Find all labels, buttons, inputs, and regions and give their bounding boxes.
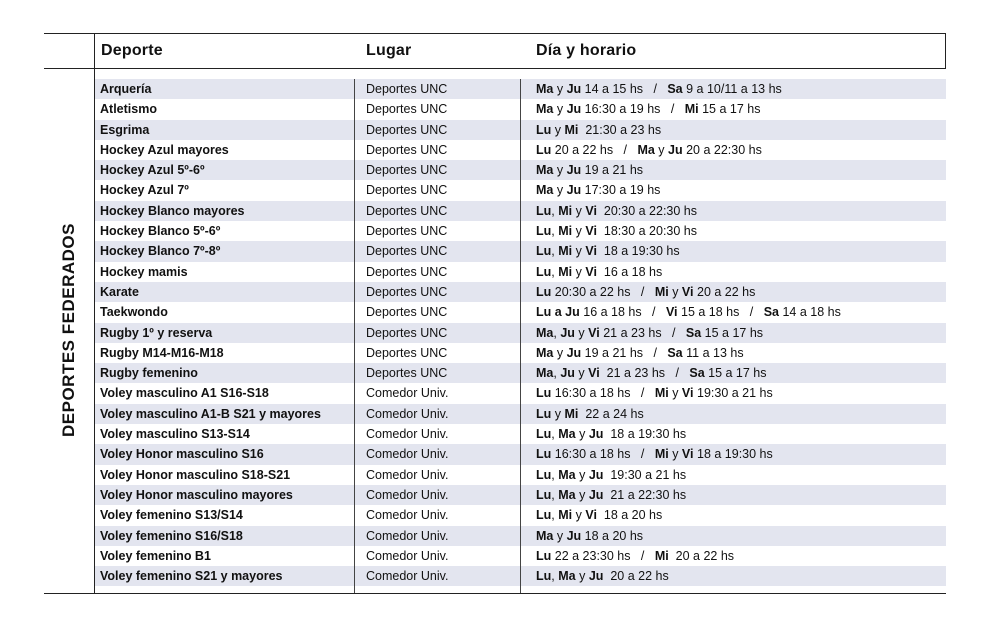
time-text: , — [551, 487, 559, 502]
column-separator — [520, 79, 521, 593]
cell-deporte: Voley masculino A1-B S21 y mayores — [100, 406, 321, 421]
cell-lugar: Comedor Univ. — [366, 548, 449, 563]
cell-horario — [536, 404, 644, 424]
day-abbrev: Lu — [536, 142, 552, 157]
cell-lugar: Comedor Univ. — [366, 386, 449, 401]
day-abbrev: Ma — [558, 487, 576, 502]
time-text: 11 a 13 hs — [682, 345, 744, 360]
day-abbrev: Ju — [560, 325, 575, 340]
time-text: y — [572, 508, 586, 523]
cell-horario — [536, 383, 773, 403]
day-abbrev: Ju — [668, 142, 683, 157]
time-text: 15 a 18 hs / — [677, 305, 764, 320]
time-text: 9 a 10/11 a 13 hs — [682, 82, 782, 96]
day-abbrev: Lu — [536, 467, 552, 482]
time-text: 21 a 23 hs / — [599, 325, 686, 340]
day-abbrev: Vi — [681, 447, 694, 462]
cell-deporte: Hockey Azul 7º — [100, 183, 189, 198]
day-abbrev: Lu — [536, 203, 552, 218]
day-abbrev: Ju — [566, 183, 582, 198]
cell-lugar: Comedor Univ. — [366, 406, 449, 421]
time-text: 18 a 20 hs — [596, 508, 663, 523]
time-text: y — [551, 122, 565, 137]
day-abbrev: Sa — [667, 82, 683, 96]
time-text: 20 a 22 hs / — [551, 142, 638, 157]
day-abbrev: Mi — [558, 224, 573, 239]
day-abbrev: Mi — [654, 386, 669, 401]
day-abbrev: Ju — [588, 569, 604, 584]
time-text: y — [575, 487, 589, 502]
cell-horario — [536, 302, 841, 322]
cell-deporte: Voley femenino S13/S14 — [100, 508, 243, 523]
day-abbrev: Ju — [566, 102, 582, 117]
day-abbrev: Ju — [560, 366, 575, 381]
day-abbrev: Lu — [536, 224, 552, 239]
cell-lugar: Comedor Univ. — [366, 487, 449, 502]
cell-deporte: Hockey Azul mayores — [100, 142, 229, 157]
day-abbrev: Ju — [588, 467, 604, 482]
day-abbrev: Ma — [536, 102, 554, 117]
day-abbrev: Ma — [558, 569, 576, 584]
day-abbrev: Vi — [585, 224, 597, 239]
day-abbrev: Lu — [536, 406, 552, 421]
time-text: y — [553, 528, 567, 543]
cell-horario — [536, 221, 697, 241]
cell-horario — [536, 526, 643, 546]
cell-deporte: Karate — [100, 284, 139, 299]
time-text: y — [575, 427, 589, 442]
cell-deporte: Hockey Azul 5º-6º — [100, 163, 205, 178]
cell-lugar: Comedor Univ. — [366, 447, 449, 462]
day-abbrev: Sa — [689, 366, 705, 381]
cell-deporte: Voley masculino S13-S14 — [100, 427, 250, 442]
cell-horario — [536, 201, 697, 221]
time-text: y — [574, 366, 589, 381]
time-text: 14 a 15 hs / — [581, 82, 668, 96]
cell-deporte: Rugby femenino — [100, 366, 198, 381]
day-abbrev: Mi — [558, 244, 573, 259]
day-abbrev: Lu — [536, 487, 552, 502]
day-abbrev: Vi — [588, 325, 600, 340]
cell-horario — [536, 323, 763, 343]
day-abbrev: Ju — [566, 345, 582, 360]
cell-lugar: Deportes UNC — [366, 142, 448, 157]
header-deporte: Deporte — [101, 42, 163, 59]
cell-lugar: Deportes UNC — [366, 122, 448, 137]
cell-horario — [536, 160, 643, 180]
cell-deporte: Hockey Blanco 7º-8º — [100, 244, 221, 259]
day-abbrev: Lu — [536, 548, 552, 563]
cell-deporte: Voley femenino S16/S18 — [100, 528, 243, 543]
time-text: 16:30 a 18 hs / — [551, 386, 655, 401]
cell-lugar: Deportes UNC — [366, 82, 448, 96]
cell-horario — [536, 79, 782, 99]
time-text: , — [551, 569, 559, 584]
time-text: 18:30 a 20:30 hs — [596, 224, 698, 239]
cell-deporte: Voley femenino S21 y mayores — [100, 569, 283, 584]
day-abbrev: Ma — [558, 467, 576, 482]
time-text: 16:30 a 19 hs / — [581, 102, 685, 117]
time-text: 20 a 22:30 hs — [682, 142, 762, 157]
cell-horario — [536, 99, 760, 119]
day-abbrev: Ma — [536, 183, 554, 198]
time-text: 21 a 22:30 hs — [603, 487, 687, 502]
day-abbrev: Ma — [536, 163, 554, 178]
time-text: y — [572, 264, 586, 279]
time-text: 20 a 22 hs — [603, 569, 669, 584]
cell-horario — [536, 282, 755, 302]
table-header — [44, 33, 946, 69]
day-abbrev: Mi — [558, 203, 573, 218]
cell-lugar: Comedor Univ. — [366, 528, 449, 543]
day-abbrev: Ju — [566, 82, 582, 96]
day-abbrev: Lu — [536, 508, 552, 523]
day-abbrev: Lu — [536, 284, 552, 299]
cell-horario — [536, 566, 669, 586]
day-abbrev: Ma — [536, 82, 554, 96]
cell-deporte: Esgrima — [100, 122, 150, 137]
time-text: y — [575, 569, 589, 584]
cell-deporte: Atletismo — [100, 102, 157, 117]
time-text: , — [551, 467, 559, 482]
day-abbrev: Ju — [588, 487, 604, 502]
cell-lugar: Deportes UNC — [366, 345, 448, 360]
day-abbrev: Ma — [536, 345, 554, 360]
time-text: y — [553, 345, 567, 360]
cell-horario — [536, 262, 662, 282]
day-abbrev: Mi — [558, 508, 573, 523]
cell-lugar: Deportes UNC — [366, 224, 448, 239]
time-text: , — [551, 224, 559, 239]
cell-lugar: Deportes UNC — [366, 163, 448, 178]
day-abbrev: Vi — [585, 244, 597, 259]
cell-deporte: Hockey mamis — [100, 264, 188, 279]
cell-horario — [536, 180, 660, 200]
day-abbrev: Lu — [536, 386, 552, 401]
cell-lugar: Comedor Univ. — [366, 427, 449, 442]
day-abbrev: Lu a Ju — [536, 305, 580, 320]
table-bottom-rule — [44, 593, 946, 594]
time-text: , — [551, 203, 559, 218]
cell-deporte: Voley Honor masculino S16 — [100, 447, 264, 462]
day-abbrev: Ma — [558, 427, 576, 442]
time-text: 16 a 18 hs / — [579, 305, 666, 320]
day-abbrev: Vi — [665, 305, 678, 320]
day-abbrev: Ju — [566, 163, 582, 178]
time-text: y — [553, 82, 567, 96]
cell-horario — [536, 465, 686, 485]
schedule-table — [44, 33, 946, 595]
day-abbrev: Ju — [588, 427, 604, 442]
cell-horario — [536, 424, 686, 444]
cell-deporte: Rugby 1º y reserva — [100, 325, 213, 340]
day-abbrev: Ma — [536, 528, 554, 543]
time-text: 18 a 19:30 hs — [603, 427, 687, 442]
time-text: , — [553, 366, 561, 381]
cell-deporte: Voley femenino B1 — [100, 548, 211, 563]
day-abbrev: Mi — [564, 406, 579, 421]
time-text: 19 a 21 hs — [581, 163, 644, 178]
time-text: 18 a 20 hs — [581, 528, 644, 543]
cell-lugar: Deportes UNC — [366, 325, 448, 340]
cell-lugar: Deportes UNC — [366, 366, 448, 381]
cell-horario — [536, 485, 686, 505]
day-abbrev: Sa — [667, 345, 683, 360]
day-abbrev: Lu — [536, 447, 552, 462]
cell-deporte: Rugby M14-M16-M18 — [100, 345, 224, 360]
header-lugar: Lugar — [366, 42, 412, 59]
time-text: y — [575, 467, 589, 482]
time-text: y — [668, 284, 682, 299]
cell-lugar: Comedor Univ. — [366, 569, 449, 584]
day-abbrev: Mi — [558, 264, 573, 279]
day-abbrev: Vi — [588, 366, 600, 381]
side-category-text: DEPORTES FEDERADOS — [59, 223, 79, 437]
cell-lugar: Deportes UNC — [366, 244, 448, 259]
cell-deporte: Voley Honor masculino S18-S21 — [100, 467, 291, 482]
cell-deporte: Voley Honor masculino mayores — [100, 487, 293, 502]
cell-deporte: Hockey Blanco 5º-6º — [100, 224, 221, 239]
day-abbrev: Lu — [536, 244, 552, 259]
day-abbrev: Vi — [681, 284, 694, 299]
time-text: , — [551, 508, 559, 523]
time-text: 15 a 17 hs — [698, 102, 761, 117]
time-text: y — [553, 183, 567, 198]
time-text: 21 a 23 hs / — [599, 366, 690, 381]
cell-lugar: Deportes UNC — [366, 183, 448, 198]
time-text: y — [572, 203, 586, 218]
cell-horario — [536, 120, 661, 140]
cell-deporte: Taekwondo — [100, 305, 168, 320]
time-text: 20 a 22 hs — [668, 548, 735, 563]
day-abbrev: Mi — [654, 284, 669, 299]
time-text: , — [551, 244, 559, 259]
time-text: y — [572, 224, 586, 239]
day-abbrev: Sa — [763, 305, 779, 320]
time-text: y — [668, 447, 682, 462]
day-abbrev: Mi — [564, 122, 579, 137]
cell-lugar: Deportes UNC — [366, 102, 448, 117]
time-text: y — [551, 406, 565, 421]
time-text: 21:30 a 23 hs — [578, 122, 662, 137]
cell-deporte: Voley masculino A1 S16-S18 — [100, 386, 269, 401]
time-text: , — [551, 427, 559, 442]
time-text: y — [572, 244, 586, 259]
cell-horario — [536, 241, 680, 261]
column-separator — [354, 79, 355, 593]
day-abbrev: Ma — [637, 142, 655, 157]
cell-horario — [536, 343, 744, 363]
time-text: 15 a 17 hs — [701, 325, 764, 340]
day-abbrev: Mi — [654, 548, 669, 563]
header-divider — [945, 34, 946, 68]
cell-horario — [536, 140, 762, 160]
header-horario: Día y horario — [536, 42, 637, 59]
time-text: , — [551, 264, 559, 279]
time-text: 18 a 19:30 hs — [596, 244, 680, 259]
time-text: 20:30 a 22:30 hs — [596, 203, 698, 218]
cell-lugar: Deportes UNC — [366, 284, 448, 299]
time-text: y — [553, 163, 567, 178]
day-abbrev: Mi — [654, 447, 669, 462]
day-abbrev: Lu — [536, 427, 552, 442]
time-text: y — [553, 102, 567, 117]
day-abbrev: Lu — [536, 122, 552, 137]
time-text: , — [553, 325, 561, 340]
cell-lugar: Comedor Univ. — [366, 508, 449, 523]
day-abbrev: Vi — [585, 508, 597, 523]
day-abbrev: Lu — [536, 569, 552, 584]
day-abbrev: Vi — [585, 203, 597, 218]
cell-lugar: Comedor Univ. — [366, 467, 449, 482]
time-text: 19:30 a 21 hs — [693, 386, 773, 401]
cell-horario — [536, 546, 734, 566]
cell-lugar: Deportes UNC — [366, 305, 448, 320]
time-text: 16:30 a 18 hs / — [551, 447, 655, 462]
time-text: y — [668, 386, 682, 401]
time-text: y — [574, 325, 589, 340]
time-text: 19 a 21 hs / — [581, 345, 668, 360]
time-text: 20 a 22 hs — [693, 284, 756, 299]
time-text: 22 a 24 hs — [578, 406, 644, 421]
time-text: 15 a 17 hs — [704, 366, 767, 381]
time-text: 20:30 a 22 hs / — [551, 284, 655, 299]
header-divider — [94, 34, 95, 68]
time-text: 22 a 23:30 hs / — [551, 548, 655, 563]
cell-deporte: Hockey Blanco mayores — [100, 203, 245, 218]
cell-lugar: Deportes UNC — [366, 264, 448, 279]
cell-lugar: Deportes UNC — [366, 203, 448, 218]
day-abbrev: Mi — [684, 102, 699, 117]
cell-horario — [536, 444, 773, 464]
cell-horario — [536, 505, 662, 525]
time-text: 19:30 a 21 hs — [603, 467, 687, 482]
day-abbrev: Ma — [536, 366, 554, 381]
day-abbrev: Ju — [566, 528, 582, 543]
cell-horario — [536, 363, 767, 383]
time-text: 17:30 a 19 hs — [581, 183, 661, 198]
time-text: 14 a 18 hs — [779, 305, 841, 320]
side-category-label — [44, 67, 94, 593]
day-abbrev: Vi — [585, 264, 597, 279]
day-abbrev: Ma — [536, 325, 554, 340]
day-abbrev: Vi — [681, 386, 694, 401]
time-text: 16 a 18 hs — [596, 264, 663, 279]
day-abbrev: Lu — [536, 264, 552, 279]
cell-deporte: Arquería — [100, 82, 152, 96]
time-text: y — [654, 142, 669, 157]
day-abbrev: Sa — [685, 325, 702, 340]
time-text: 18 a 19:30 hs — [693, 447, 773, 462]
